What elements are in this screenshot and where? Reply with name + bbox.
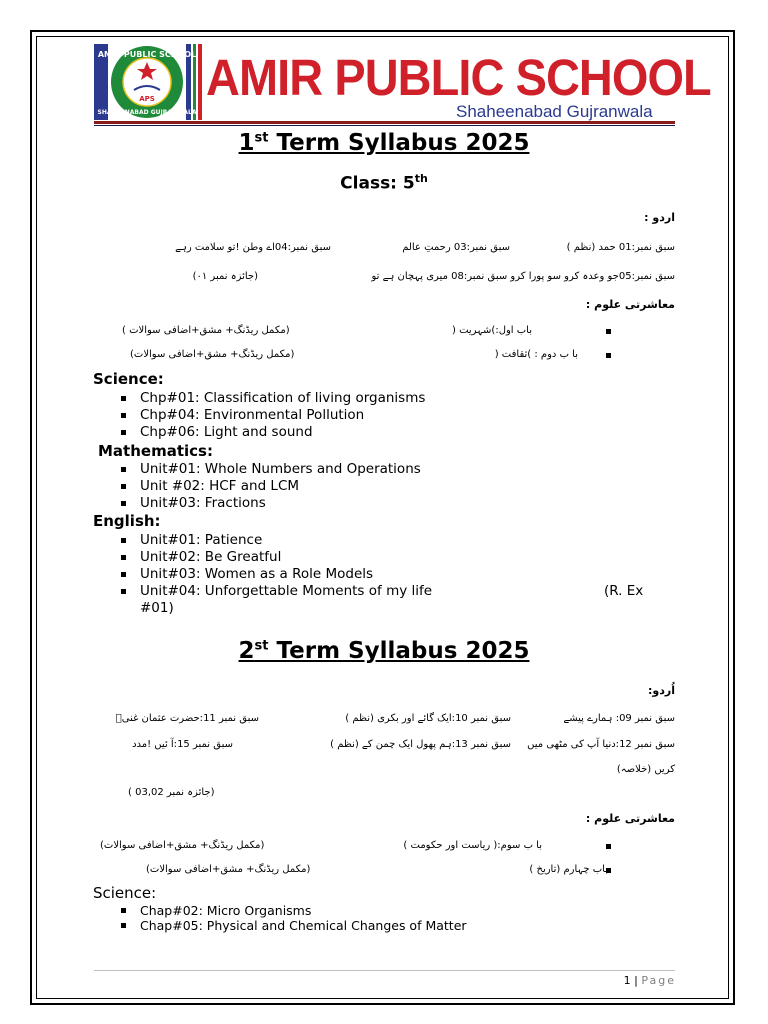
term1-urdu-r1-left: سبق نمبر:04اے وطن !تو سلامت رہے: [175, 242, 331, 253]
term1-urdu-heading: اردو :: [644, 211, 675, 224]
list-item: Chap#02: Micro Organisms: [116, 903, 467, 918]
school-logo: [94, 44, 204, 120]
term2-social-i2-right: باب چہارم (تاریخ ): [529, 864, 608, 875]
header-rule-red: [94, 121, 675, 124]
term2-urdu-r1-right: سبق نمبر 09: ہمارے پیشے: [563, 713, 675, 724]
list-item: Unit#01: Patience: [116, 532, 432, 549]
bullet-icon: [606, 353, 611, 358]
list-item: Chp#06: Light and sound: [116, 424, 425, 441]
term2-urdu-r4-left: (جائزہ نمبر 03,02 ): [128, 787, 215, 798]
list-item: Unit #02: HCF and LCM: [116, 478, 421, 495]
logo-ring-top-text: AMIR PUBLIC SCHOOL: [97, 50, 197, 59]
school-name: AMIR PUBLIC SCHOOL: [206, 49, 711, 106]
term1-social-i1-right: باب اول:)شہریت (: [451, 325, 532, 336]
logo-initials: APS: [139, 95, 155, 103]
list-item: Unit#02: Be Greatful: [116, 549, 432, 566]
class-title: Class: 5th: [340, 172, 428, 194]
term1-english-list: [116, 532, 432, 600]
term1-math-heading: Mathematics:: [98, 442, 213, 460]
term2-title: 2st Term Syllabus 2025: [238, 638, 530, 664]
list-item: Chp#01: Classification of living organisms: [116, 390, 425, 407]
term2-social-i1-right: با ب سوم:( ریاست اور حکومت ): [403, 840, 542, 851]
term1-title: 1st Term Syllabus 2025: [238, 130, 530, 156]
term1-urdu-r1-mid: سبق نمبر:03 رحمتِ عالم: [402, 242, 510, 253]
term2-urdu-r2-left: سبق نمبر 15:آ ئیں !مدد: [132, 739, 233, 750]
english-note-part-b: #01): [140, 600, 174, 616]
page-footer: [560, 974, 676, 987]
term2-science-heading: Science:: [93, 884, 157, 902]
term2-science-list: [116, 903, 467, 933]
term2-urdu-r1-left: سبق نمبر 11:حضرت عثمان غنیؓ: [115, 713, 259, 724]
term2-social-i1-left: (مکمل ریڈنگ+ مشق+اضافی سوالات): [100, 840, 265, 851]
term2-urdu-heading: اُردو:: [648, 684, 675, 697]
footer-rule: [94, 970, 675, 971]
term1-science-list: [116, 390, 425, 441]
term2-urdu-r2-right: سبق نمبر 12:دنیا آپ کی مٹھی میں: [527, 739, 675, 750]
term1-urdu-r1-right: سبق نمبر:01 حمد (نظم ): [566, 242, 675, 253]
term1-social-i2-right: با ب دوم : )ثقافت (: [494, 349, 578, 360]
header-rule-blue: [94, 125, 675, 126]
page-separator: |: [630, 974, 642, 987]
term1-english-heading: English:: [93, 512, 161, 530]
logo-red-bar: [198, 44, 202, 120]
list-item: Chp#04: Environmental Pollution: [116, 407, 425, 424]
term1-science-heading: Science:: [93, 370, 164, 388]
term2-urdu-r3-right: کریں (خلاصہ): [616, 764, 675, 775]
term1-math-list: [116, 461, 421, 512]
term1-urdu-r2-left: (جائزہ نمبر ۰۱): [192, 271, 258, 282]
bullet-icon: [606, 329, 611, 334]
list-item: Unit#04: Unforgettable Moments of my life: [116, 583, 432, 600]
logo-ring-bottom-text: SHAHEENABAD GUJRANWALA: [97, 109, 197, 116]
term1-social-i1-left: (مکمل ریڈنگ+ مشق+اضافی سوالات ): [122, 325, 290, 336]
term1-social-i2-left: (مکمل ریڈنگ+ مشق+اضافی سوالات): [130, 349, 295, 360]
term1-urdu-r2-right: سبق نمبر:05جو وعدہ کرو سو پورا کرو سبق نمبر:08 میری پہچان ہے تو: [371, 271, 675, 282]
list-item: Unit#01: Whole Numbers and Operations: [116, 461, 421, 478]
english-note-part-a: (R. Ex: [604, 583, 644, 599]
list-item: Unit#03: Women as a Role Models: [116, 566, 432, 583]
page-number: 1: [623, 974, 631, 987]
list-item: Chap#05: Physical and Chemical Changes of Matter: [116, 918, 467, 933]
page-label: Page: [641, 974, 676, 987]
school-location: Shaheenabad Gujranwala: [456, 102, 653, 121]
term1-social-heading: معاشرتی علوم :: [585, 298, 675, 311]
term2-social-i2-left: (مکمل ریڈنگ+ مشق+اضافی سوالات): [146, 864, 311, 875]
bullet-icon: [606, 844, 611, 849]
term2-social-heading: معاشرتی علوم :: [585, 812, 675, 825]
term2-urdu-r1-mid: سبق نمبر 10:ایک گائے اور بکری (نظم ): [345, 713, 511, 724]
list-item: Unit#03: Fractions: [116, 495, 421, 512]
term2-urdu-r2-mid: سبق نمبر 13:ہم پھول ایک چمن کے (نظم ): [330, 739, 511, 750]
